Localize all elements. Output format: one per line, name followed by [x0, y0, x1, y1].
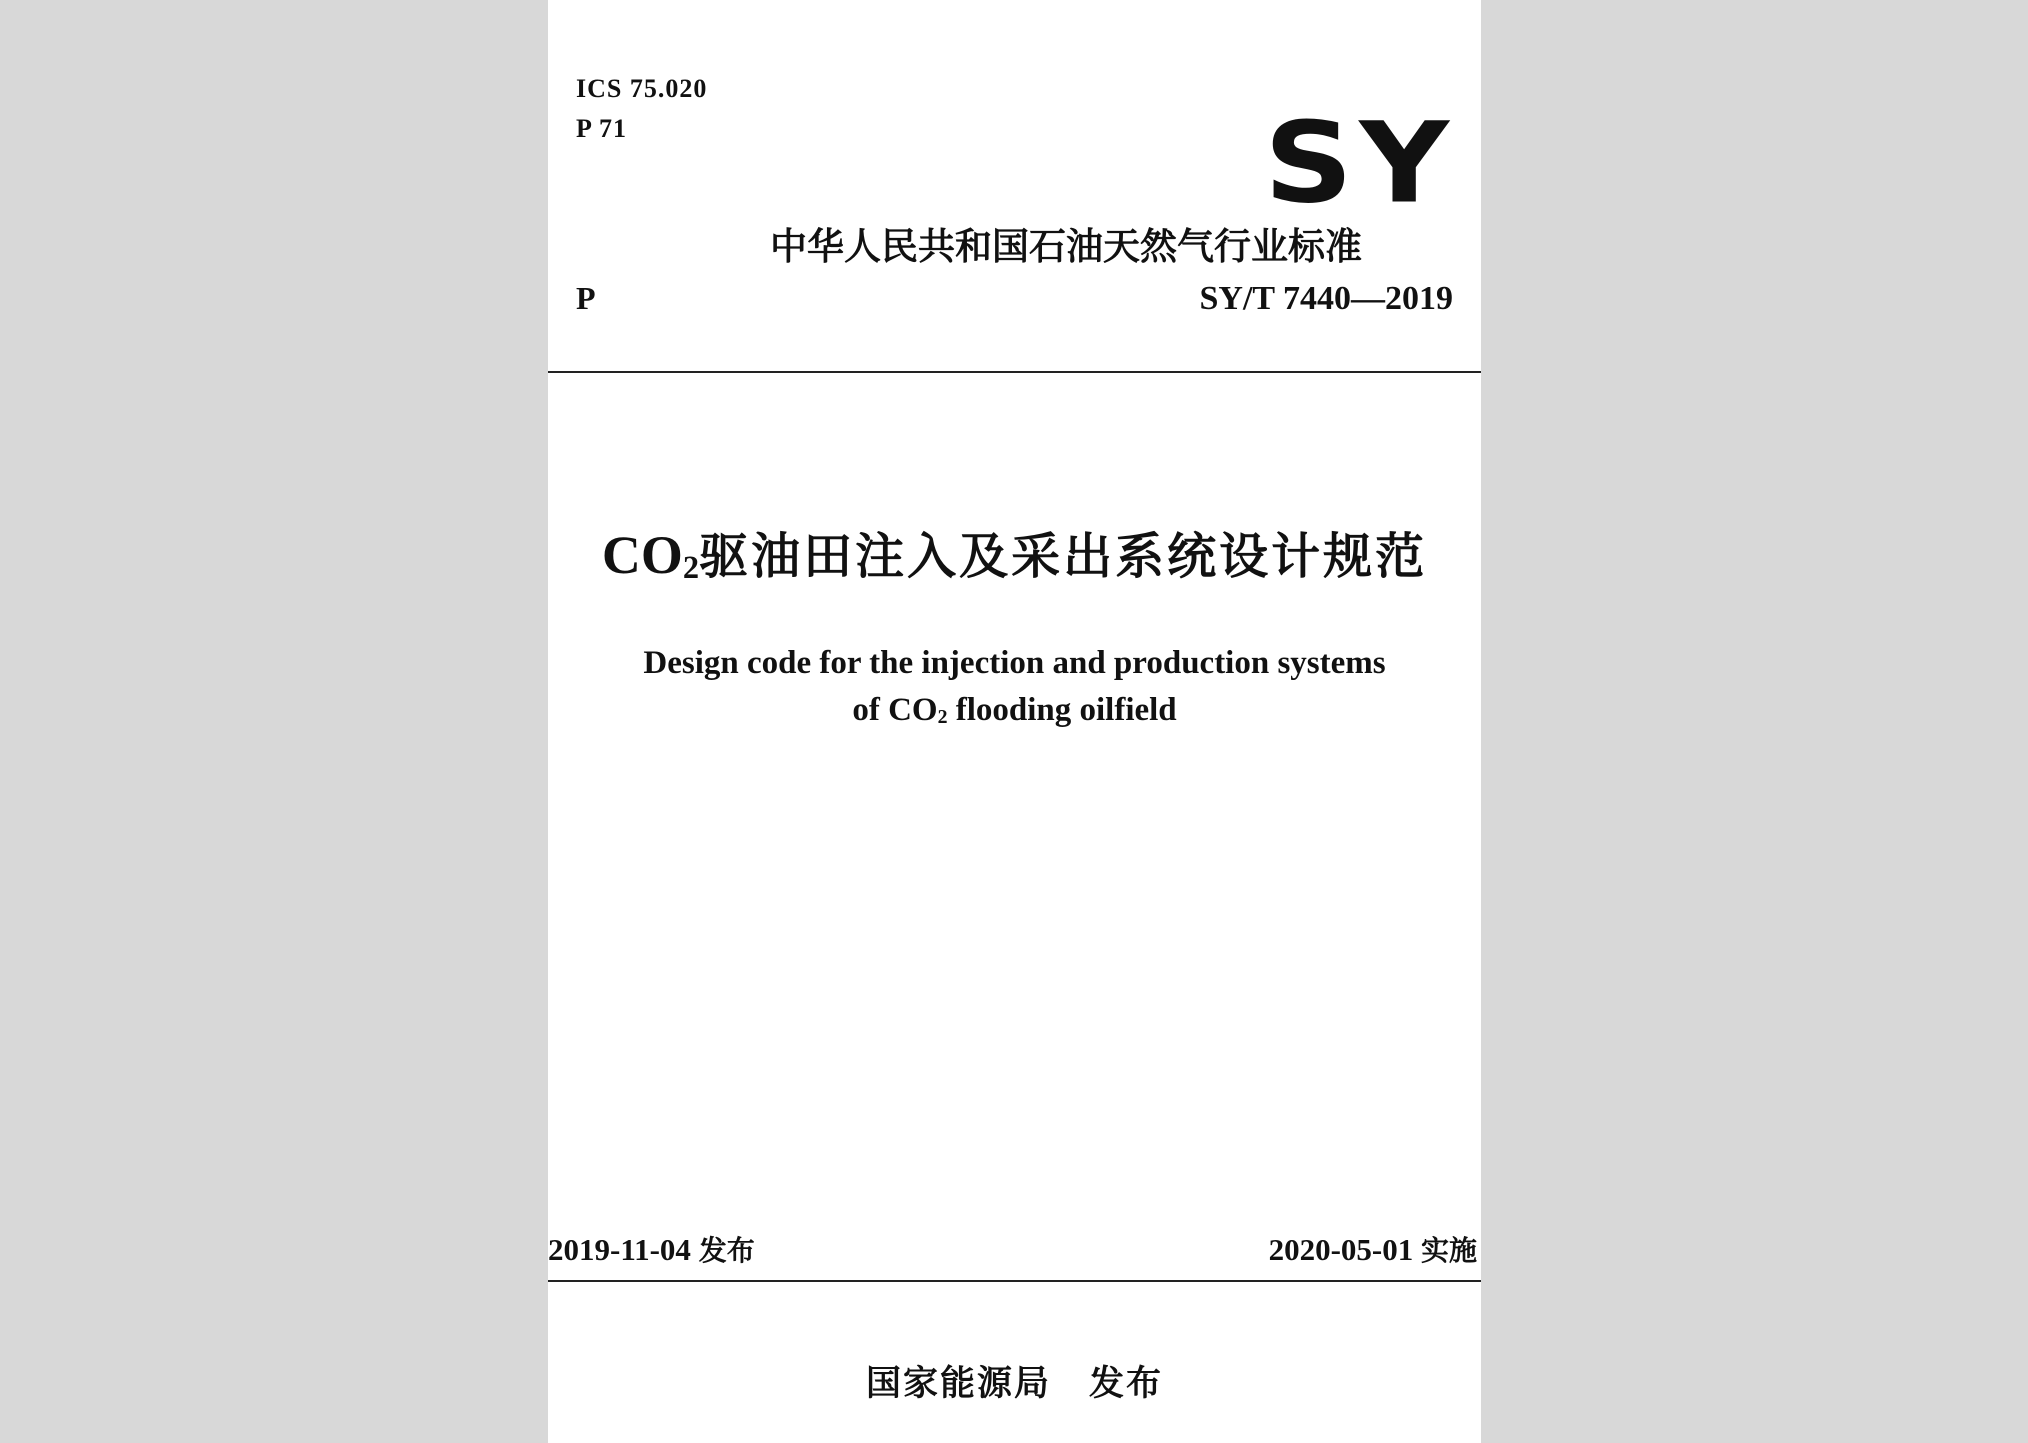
english-title-line-1: Design code for the injection and production systems [643, 645, 1386, 681]
sy-logo: SY [1263, 99, 1455, 229]
standard-cover-page [548, 0, 1481, 1443]
ics-code: ICS 75.020 [576, 74, 708, 103]
publisher-label: 发布 [1089, 1364, 1164, 1404]
bottom-divider [548, 1280, 1481, 1282]
english-title [548, 640, 1481, 741]
chinese-title-text: 驱油田注入及采出系统设计规范 [699, 528, 1428, 585]
chinese-title [588, 518, 1441, 588]
implementation-date: 2020-05-01 实施 [1268, 1232, 1477, 1267]
publisher-name: 国家能源局 [865, 1364, 1051, 1404]
english-title-line-2: of $CO_2$ flooding oilfield [852, 692, 1177, 728]
industry-standard-heading: 中华人民共和国石油天然气行业标准 [770, 225, 1362, 268]
publisher [548, 1356, 1481, 1406]
chinese-title-co2: $CO_2$ [601, 525, 700, 586]
issue-date: 2019-11-04 发布 [548, 1232, 755, 1267]
ccs-code: P 71 [576, 114, 627, 143]
top-divider [548, 371, 1481, 373]
standard-number: SY/T 7440—2019 [1199, 280, 1453, 317]
category-code: P [576, 280, 596, 316]
